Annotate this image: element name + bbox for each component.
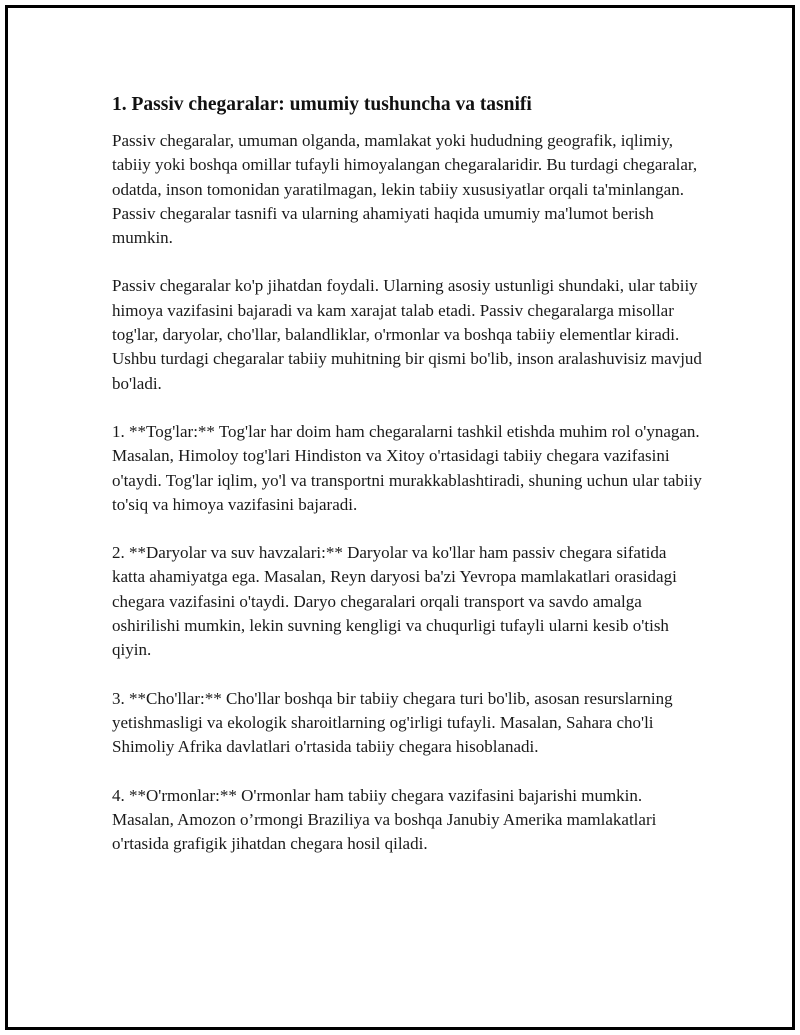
paragraph-deserts: 3. **Cho'llar:** Cho'llar boshqa bir tabiiy chegara turi bo'lib, asosan resurslarning yetishmasligi va ekologik sharoitlarning og'irligi tufayli. Masalan, Sahara cho'li Shimoliy Afrika davlatlari o'rtasida tabiiy chegara hisoblanadi. [112, 688, 673, 757]
paragraph-benefits: Passiv chegaralar ko'p jihatdan foydali. Ularning asosiy ustunligi shundaki, ular tabiiy himoya vazifasini bajaradi va kam xarajat talab etadi. Passiv chegaralarga misollar tog'lar, daryolar, cho'llar, balandliklar, o'rmonlar va boshqa tabiiy elementlar kiradi. Ushbu turdagi chegaralar tabiiy muhitning bir qismi bo'lib, inson aralashuvisiz mavjud bo'ladi. [112, 276, 702, 393]
document-body [112, 92, 702, 880]
section-heading: 1. Passiv chegaralar: umumiy tushuncha va tasnifi [112, 94, 532, 115]
paragraph-intro: Passiv chegaralar, umuman olganda, mamlakat yoki hududning geografik, iqlimiy, tabiiy yoki boshqa omillar tufayli himoyalangan chegaralaridir. Bu turdagi chegaralar, odatda, inson tomonidan yaratilmagan, lekin tabiiy xususiyatlar orqali ta'minlangan. Passiv chegaralar tasnifi va ularning ahamiyati haqida umumiy ma'lumot berish mumkin. [112, 131, 698, 248]
paragraph-rivers: 2. **Daryolar va suv havzalari:** Daryolar va ko'llar ham passiv chegara sifatida katta ahamiyatga ega. Masalan, Reyn daryosi ba'zi Yevropa mamlakatlari orasidagi chegara vazifasini o'taydi. Daryo chegaralari orqali transport va savdo amalga oshirilishi mumkin, lekin suvning kengligi va chuqurligi tufayli ularni kesib o'tish qiyin. [112, 543, 677, 660]
paragraph-forests: 4. **O'rmonlar:** O'rmonlar ham tabiiy chegara vazifasini bajarishi mumkin. Masalan, Amozon o’rmongi Braziliya va boshqa Janubiy Amerika mamlakatlari o'rtasida grafigik jihatdan chegara hosil qiladi. [112, 785, 657, 854]
paragraph-mountains: 1. **Tog'lar:** Tog'lar har doim ham chegaralarni tashkil etishda muhim rol o'ynagan. Masalan, Himoloy tog'lari Hindiston va Xitoy o'rtasidagi tabiiy chegara vazifasini o'taydi. Tog'lar iqlim, yo'l va transportni murakkablashtiradi, shuning uchun ular tabiiy to'siq va himoya vazifasini bajaradi. [112, 421, 702, 514]
